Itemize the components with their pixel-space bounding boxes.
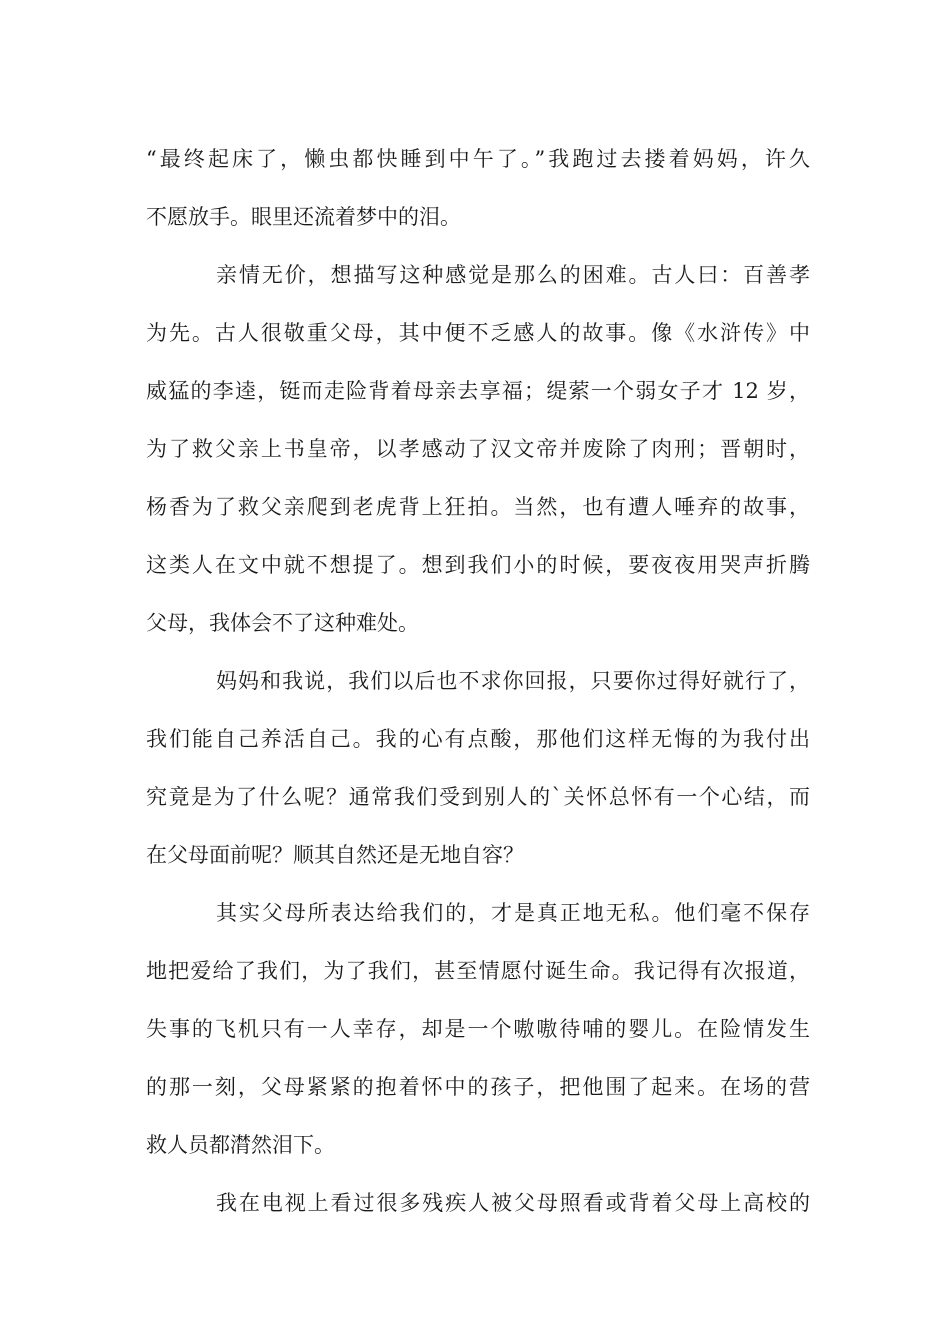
paragraph-3 [146, 652, 810, 884]
text-line: 妈妈和我说，我们以后也不求你回报，只要你过得好就行了， [216, 669, 810, 693]
text-line: 失事的飞机只有一人幸存，却是一个嗷嗷待哺的婴儿。在险情发生 [146, 1017, 810, 1041]
text-line: 这类人在文中就不想提了。想到我们小的时候，要夜夜用哭声折腾 [146, 553, 810, 577]
text-line: 威猛的李逵，铤而走险背着母亲去享福；缇萦一个弱女子才 12 岁， [146, 379, 810, 403]
text-line: 救人员都潸然泪下。 [146, 1133, 335, 1157]
text-line: 我们能自己养活自己。我的心有点酸，那他们这样无悔的为我付出 [146, 727, 810, 751]
text-line: 杨香为了救父亲爬到老虎背上狂拍。当然，也有遭人唾弃的故事， [146, 495, 810, 519]
text-line: 究竟是为了什么呢？通常我们受到别人的`关怀总怀有一个心结，而 [146, 785, 810, 809]
text-line: 为先。古人很敬重父母，其中便不乏感人的故事。像《水浒传》中 [146, 321, 810, 345]
text-line: 在父母面前呢？顺其自然还是无地自容？ [146, 843, 524, 867]
text-line: “最终起床了，懒虫都快睡到中午了。”我跑过去搂着妈妈，许久 [146, 147, 810, 171]
paragraph-4 [146, 884, 810, 1174]
text-line: 为了救父亲上书皇帝，以孝感动了汉文帝并废除了肉刑；晋朝时， [146, 437, 810, 461]
text-line: 的那一刻，父母紧紧的抱着怀中的孩子，把他围了起来。在场的营 [146, 1075, 810, 1099]
body-text [146, 130, 810, 1232]
text-line: 我在电视上看过很多残疾人被父母照看或背着父母上高校的 [216, 1191, 810, 1215]
text-line: 地把爱给了我们，为了我们，甚至情愿付诞生命。我记得有次报道， [146, 959, 810, 983]
text-line: 父母，我体会不了这种难处。 [146, 611, 419, 635]
paragraph-1 [146, 130, 810, 246]
text-line: 不愿放手。眼里还流着梦中的泪。 [146, 205, 461, 229]
text-line: 亲情无价，想描写这种感觉是那么的困难。古人曰：百善孝 [216, 263, 810, 287]
text-line: 其实父母所表达给我们的，才是真正地无私。他们毫不保存 [216, 901, 810, 925]
paragraph-5 [146, 1174, 810, 1232]
paragraph-2 [146, 246, 810, 652]
